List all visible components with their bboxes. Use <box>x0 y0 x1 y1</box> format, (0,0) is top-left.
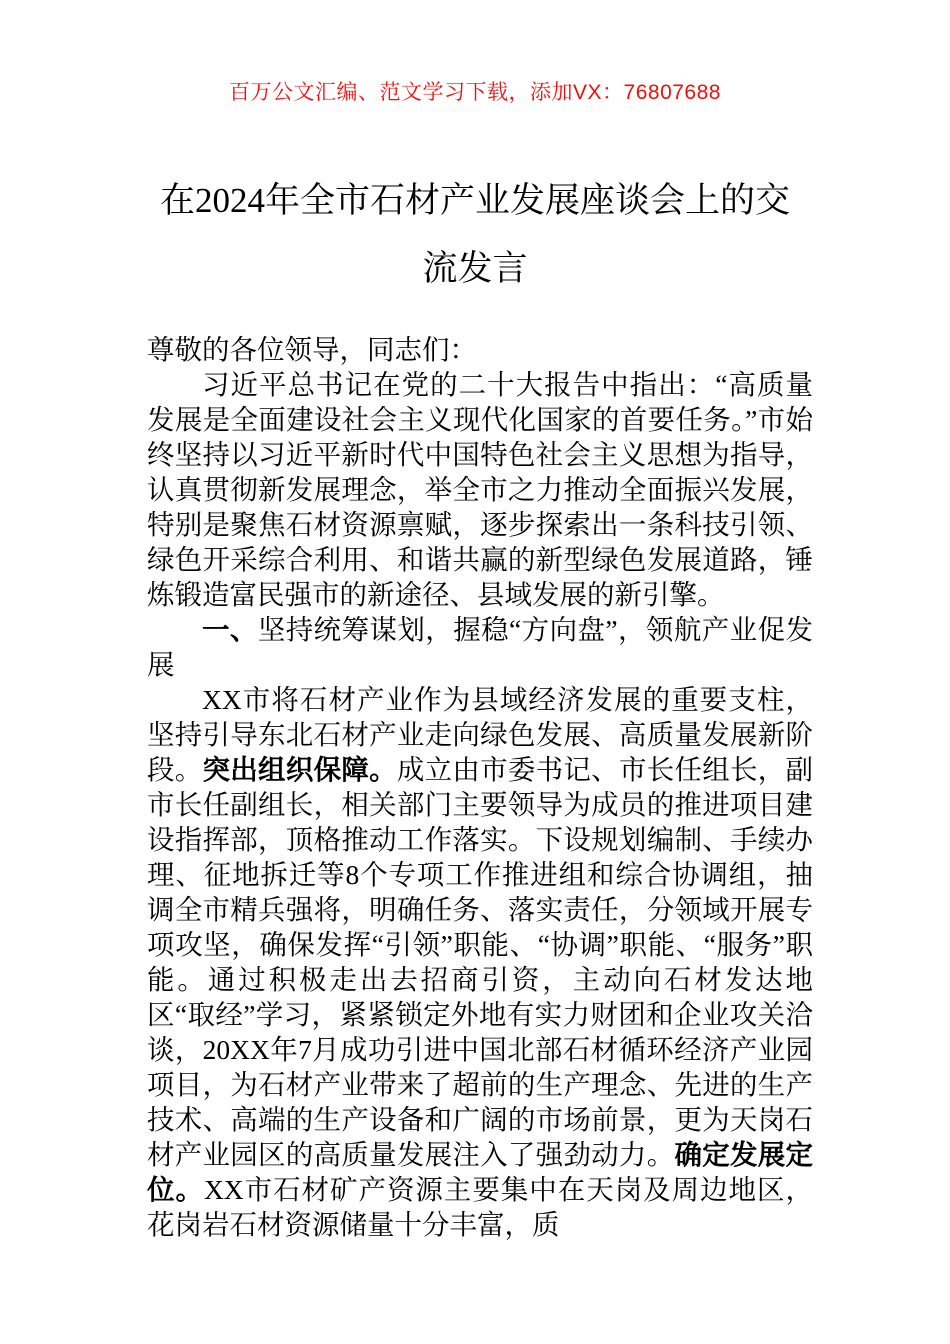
text-run: 习近平总书记在党的二十大报告中指出：“高质量发展是全面建设社会主义现代化国家的首要任务。”市始终坚持以习近平新时代中国特色社会主义思想为指导，认真贯彻新发展理念，举全市之力推动全面振兴发展，特别是聚焦石材资源禀赋，逐步探索出一条科技引领、绿色开采综合利用、和谐共赢的新型绿色发展道路，锤炼锻造富民强市的新途径、县域发展的新引擎。 <box>147 369 813 610</box>
paragraph <box>147 367 813 612</box>
text-run: XX市将石材产业作为县域经济发展的重要支柱，坚持引导东北石材产业走向绿色发展、高质量发展新阶段。 <box>147 684 813 785</box>
greeting-line <box>147 332 813 367</box>
section-heading <box>147 612 813 682</box>
bold-text-run: 确定发展定位。 <box>147 1139 814 1205</box>
bold-text-run: 突出组织保障。 <box>202 754 397 785</box>
page-title <box>95 167 855 303</box>
text-run: 坚持统筹谋划，握稳“方向盘”，领航产业促发展 <box>147 614 813 680</box>
header-notice: 百万公文汇编、范文学习下载，添加VX：76807688 <box>229 81 721 104</box>
document-body <box>147 332 813 1242</box>
text-run: XX市石材矿产资源主要集中在天岗及周边地区，花岗岩石材资源储量十分丰富，质 <box>147 1174 814 1240</box>
paragraph <box>147 682 813 1242</box>
page-title-line-2: 流发言 <box>422 249 528 288</box>
text-run: 尊敬的各位领导，同志们： <box>147 334 477 365</box>
page-title-line-1: 在2024年全市石材产业发展座谈会上的交 <box>159 181 790 220</box>
bold-text-run: 一、 <box>202 614 258 645</box>
text-run: 成立由市委书记、市长任组长，副市长任副组长，相关部门主要领导为成员的推进项目建设指挥部，顶格推动工作落实。下设规划编制、手续办理、征地拆迁等8个专项工作推进组和综合协调组，抽调全市精兵强将，明确任务、落实责任，分领域开展专项攻坚，确保发挥“引领”职能、“协调”职能、“服务”职能。通过积极走出去招商引资，主动向石材发达地区“取经”学习，紧紧锁定外地有实力财团和企业攻关洽谈，20XX年7月成功引进中国北部石材循环经济产业园项目，为石材产业带来了超前的生产理念、先进的生产技术、高端的生产设备和广阔的市场前景，更为天岗石材产业园区的高质量发展注入了强劲动力。 <box>147 754 814 1170</box>
